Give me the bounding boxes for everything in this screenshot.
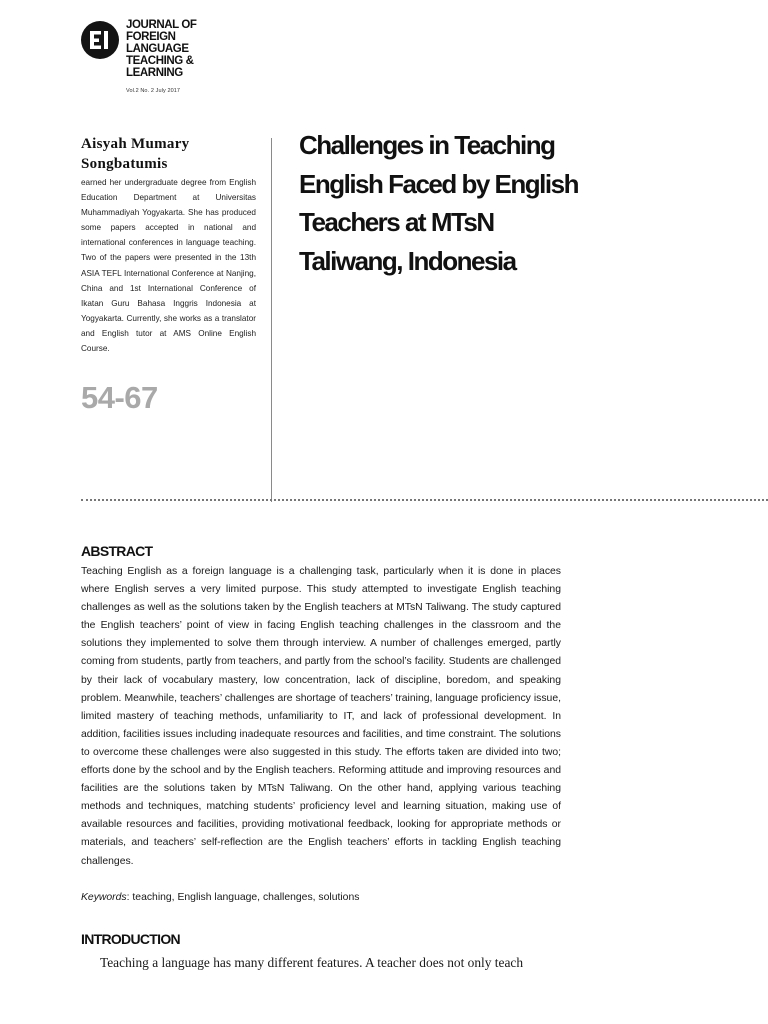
journal-name-line: FOREIGN [126,31,176,43]
author-bio: earned her undergraduate degree from English Education Department at Universitas Muhammadiyah Yogyakarta. She has produced some papers accepted in national and international conferences in language teaching. Two of the papers were presented in the 13th ASIA TEFL International Conference at Nanjing, China and 1st International Conference of Ikatan Guru Bahasa Inggris Indonesia at Yogyakarta. Currently, she works as a translator and English tutor at AMS Online English Course. [81,178,256,354]
section-divider [81,499,768,501]
author-name: Aisyah Mumary Songbatumis [81,136,190,172]
journal-name-line: LANGUAGE [126,43,189,55]
abstract-body: Teaching English as a foreign language is a challenging task, particularly when it is done in places where English serves a very limited purpose. This study attempted to investigate English teaching challenges as well as the solutions taken by the English teachers at MTsN Taliwang. The study captured the English teachers’ point of view in facing English teaching challenges in the classroom and the solutions they implemented to solve them through interview. A number of challenges emerged, partly coming from students, partly from teachers, and partly from the school’s facility. Students are challenged by their lack of vocabulary mastery, low concentration, lack of discipline, boredom, and speaking problem. Meanwhile, teachers’ challenges are shortage of teachers’ training, language proficiency issue, limited mastery of teaching methods, unfamiliarity to IT, and lack of professional development. In addition, facilities issues including inadequate resources and facilities, and time constraint. The solutions to overcome these challenges were also suggested in this study. The efforts taken are divided into two; efforts done by the school and by the English teachers. Reforming attitude and improving resources and facilities are the solutions taken by MTsN Taliwang. On the other hand, applying various teaching methods and techniques, matching students’ proficiency level and learning situation, making use of available resources and facilities, providing motivational feedback, looking for appropriate methods or materials, and teachers’ self-reflection are the English teachers’ efforts in tackling English teaching challenges. [81,566,561,867]
journal-logo-icon [81,21,119,59]
column-divider [271,138,272,502]
title-line: Challenges in Teaching [299,130,555,160]
introduction-heading: INTRODUCTION [81,931,180,947]
page-range: 54-67 [81,380,158,415]
journal-name-line: JOURNAL OF [126,19,197,31]
journal-name-line: LEARNING [126,67,183,79]
journal-name-line: TEACHING & [126,55,194,67]
paper-title [299,126,629,280]
journal-name [126,19,236,79]
abstract-heading: ABSTRACT [81,543,153,559]
keywords-list: : teaching, English language, challenges, solutions [126,892,360,903]
keywords-label: Keywords [81,892,127,903]
introduction-text: Teaching a language has many different features. A teacher does not only teach [100,955,524,970]
journal-logo-graphic [81,21,119,59]
title-line: Taliwang, Indonesia [299,245,516,276]
keywords [81,889,561,907]
title-line: Teachers at MTsN [299,207,494,237]
title-line: English Faced by English [299,168,578,199]
journal-issue: Vol.2 No. 2 July 2017 [126,88,181,94]
